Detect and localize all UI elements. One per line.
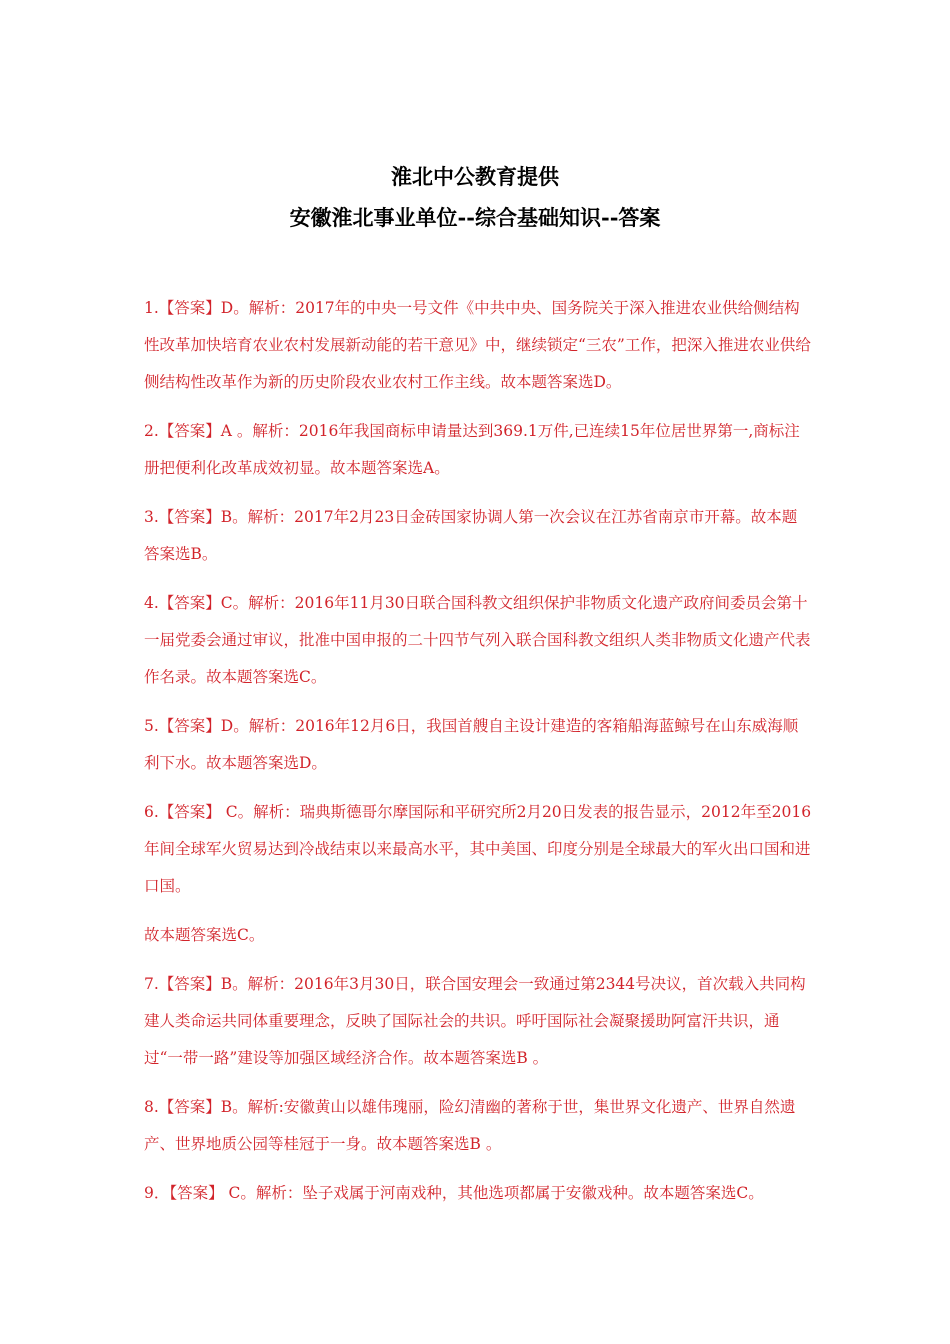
document-title-main: 安徽淮北事业单位--综合基础知识--答案 (289, 205, 661, 230)
answer-list (144, 290, 812, 1224)
document-title-provider: 淮北中公教育提供 (391, 164, 559, 189)
answer-item-9: 9．【答案】 C。解析：坠子戏属于河南戏种，其他选项都属于安徽戏种。故本题答案选C。 (144, 1184, 764, 1202)
answer-item-2: 2.【答案】A 。解析：2016年我国商标申请量达到369.1万件,已连续15年位居世界第一,商标注册把便利化改革成效初显。故本题答案选A。 (144, 422, 800, 477)
answer-item-3: 3.【答案】B。解析：2017年2月23日金砖国家协调人第一次会议在江苏省南京市开幕。故本题答案选B。 (144, 508, 798, 563)
answer-item-5: 5.【答案】D。解析：2016年12月6日，我国首艘自主设计建造的客箱船海蓝鲸号在山东威海顺利下水。故本题答案选D。 (144, 717, 799, 772)
answer-item-4: 4.【答案】C。解析：2016年11月30日联合国科教文组织保护非物质文化遗产政府间委员会第十一届党委会通过审议，批准中国申报的二十四节气列入联合国科教文组织人类非物质文化遗产代表作名录。故本题答案选C。 (144, 594, 811, 686)
answer-item-6: 6.【答案】 C。解析：瑞典斯德哥尔摩国际和平研究所2月20日发表的报告显示，2012年至2016年间全球军火贸易达到冷战结束以来最高水平，其中美国、印度分别是全球最大的军火出口国和进口国。 (144, 803, 812, 895)
answer-item-7: 7.【答案】B。解析：2016年3月30日，联合国安理会一致通过第2344号决议，首次载入共同构建人类命运共同体重要理念，反映了国际社会的共识。呼吁国际社会凝聚援助阿富汗共识，通过“一带一路”建设等加强区域经济合作。故本题答案选B 。 (144, 975, 806, 1067)
answer-item-1: 1.【答案】D。解析：2017年的中央一号文件《中共中央、国务院关于深入推进农业供给侧结构性改革加快培育农业农村发展新动能的若干意见》中，继续锁定“三农”工作，把深入推进农业供给侧结构性改革作为新的历史阶段农业农村工作主线。故本题答案选D。 (144, 299, 811, 391)
answer-item-6-conclusion: 故本题答案选C。 (144, 926, 265, 944)
answer-item-8: 8.【答案】B。解析:安徽黄山以雄伟瑰丽，险幻清幽的著称于世，集世界文化遗产、世界自然遗产、世界地质公园等桂冠于一身。故本题答案选B 。 (144, 1098, 796, 1153)
